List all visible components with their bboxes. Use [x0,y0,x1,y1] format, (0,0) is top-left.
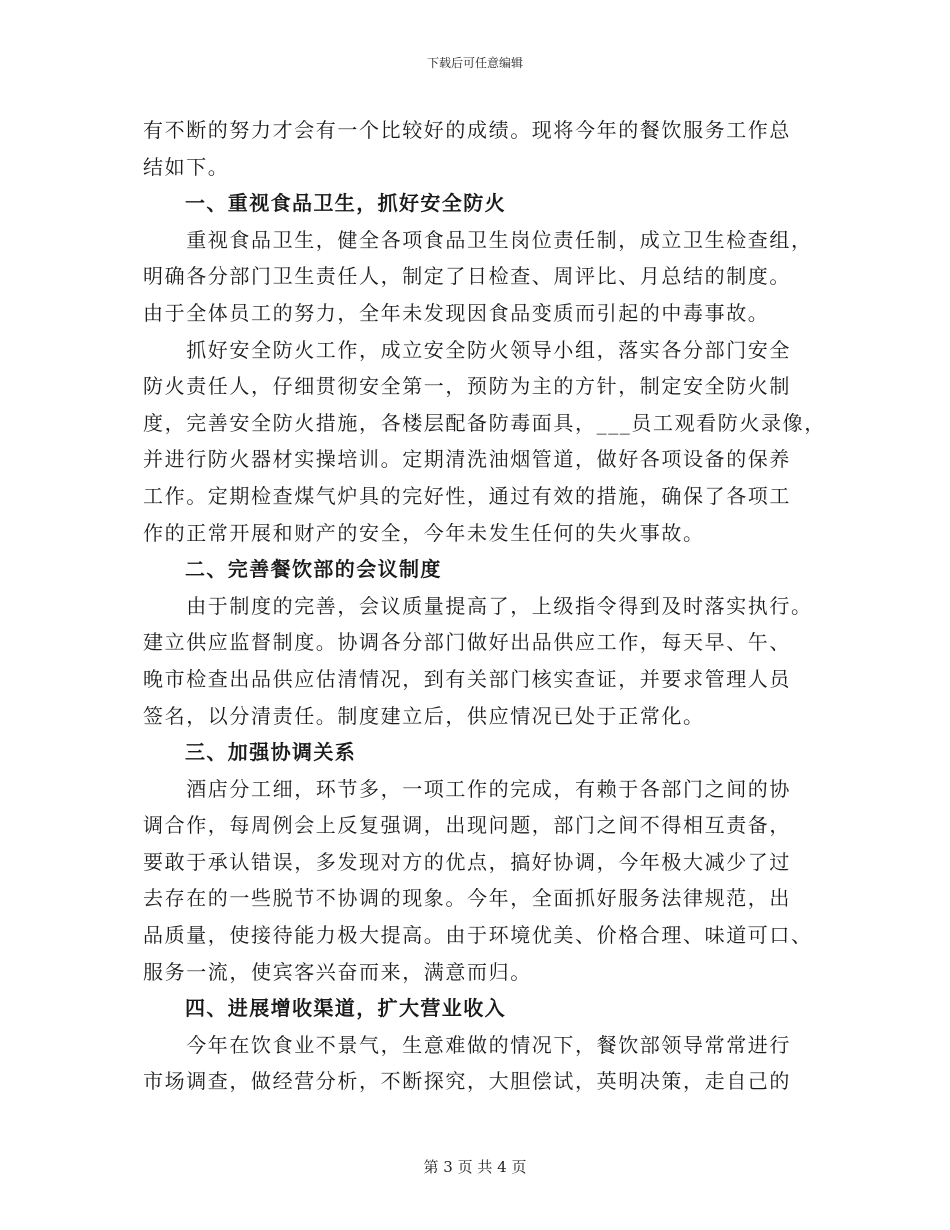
section-heading-1: 一、重视食品卫生，抓好安全防火 [185,191,506,216]
body-line: 要敢于承认错误，多发现对方的优点，搞好协调，今年极大减少了过 [143,849,791,874]
body-line: 调合作，每周例会上反复强调，出现问题，部门之间不得相互责备， [143,813,791,838]
body-line: 结如下。 [143,154,230,179]
body-line: 重视食品卫生，健全各项食品卫生岗位责任制，成立卫生检查组， [143,227,813,252]
body-line: 明确各分部门卫生责任人，制定了日检查、周评比、月总结的制度。 [143,264,791,289]
body-line: 工作。定期检查煤气炉具的完好性，通过有效的措施，确保了各项工 [143,483,791,508]
body-line: 建立供应监督制度。协调各分部门做好出品供应工作，每天早、午、 [143,630,791,655]
document-body [143,112,826,1100]
body-line: 服务一流，使宾客兴奋而来，满意而归。 [143,959,532,984]
body-line: 由于制度的完善，会议质量提高了，上级指令得到及时落实执行。 [143,593,813,618]
body-line: 品质量，使接待能力极大提高。由于环境优美、价格合理、味道可口、 [143,923,813,948]
section-heading-4: 四、进展增收渠道，扩大营业收入 [185,996,506,1021]
section-heading-2: 二、完善餐饮部的会议制度 [185,557,442,582]
body-line: 酒店分工细，环节多，一项工作的完成，有赖于各部门之间的协 [143,776,791,801]
body-line: 去存在的一些脱节不协调的现象。今年，全面抓好服务法律规范，出 [143,886,791,911]
body-line: 今年在饮食业不景气，生意难做的情况下，餐饮部领导常常进行 [143,1032,791,1057]
body-line: 由于全体员工的努力，全年未发现因食品变质而引起的中毒事故。 [143,300,770,325]
section-heading-3: 三、加强协调关系 [185,740,357,765]
body-line: 并进行防火器材实操培训。定期清洗油烟管道，做好各项设备的保养 [143,447,791,472]
body-line: 防火责任人，仔细贯彻安全第一，预防为主的方针，制定安全防火制 [143,374,791,399]
page-header-note: 下载后可任意编辑 [426,56,523,70]
body-line: 作的正常开展和财产的安全，今年未发生任何的失火事故。 [143,520,705,545]
body-line: 签名，以分清责任。制度建立后，供应情况已处于正常化。 [143,703,705,728]
body-line: 市场调查，做经营分析，不断探究，大胆偿试，英明决策，走自己的 [143,1069,791,1094]
body-line: 有不断的努力才会有一个比较好的成绩。现将今年的餐饮服务工作总 [143,118,791,142]
page-number: 第 3 页 共 4 页 [423,1158,527,1176]
body-line: 晚市检查出品供应估清情况，到有关部门核实查证，并要求管理人员 [143,666,791,691]
body-line: 度，完善安全防火措施，各楼层配备防毒面具，___员工观看防火录像， [143,410,826,435]
body-line: 抓好安全防火工作，成立安全防火领导小组，落实各分部门安全 [143,337,791,362]
